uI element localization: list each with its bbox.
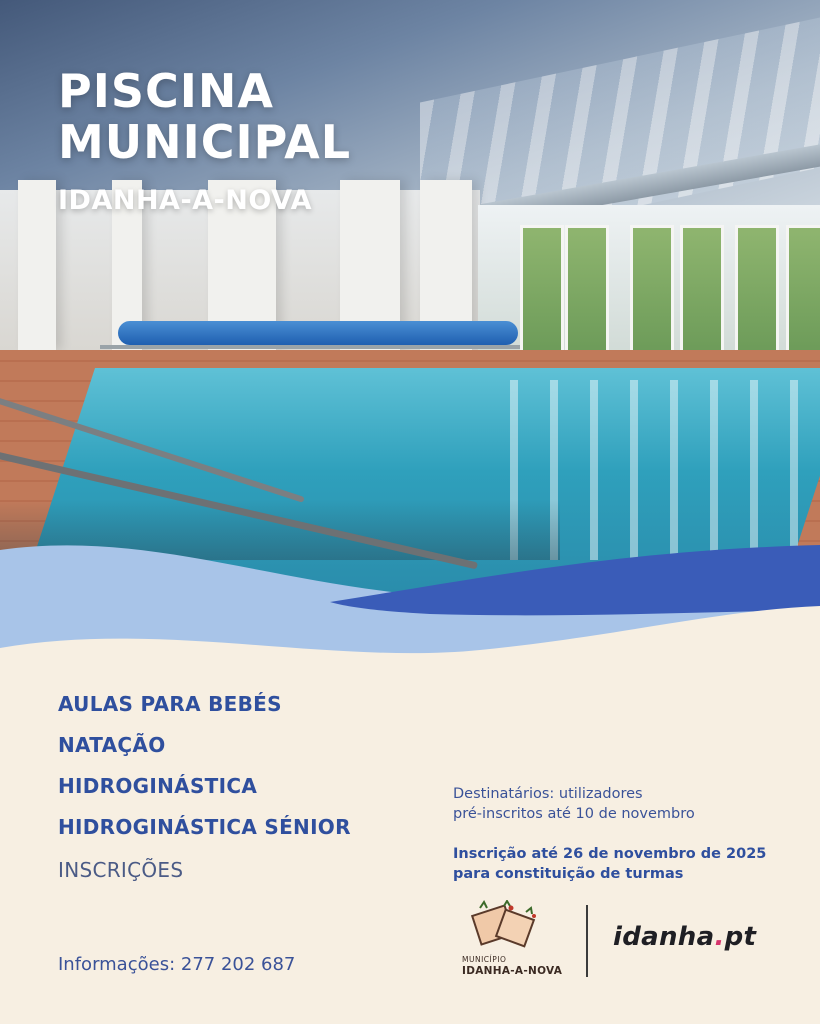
deadline-line-1: Inscrição até 26 de novembro de 2025	[453, 846, 767, 862]
location-subtitle: IDANHA-A-NOVA	[58, 185, 313, 216]
deadline-note	[453, 844, 766, 884]
municipality-name: IDANHA-A-NOVA	[462, 965, 563, 977]
course-item: HIDROGINÁSTICA SÉNIOR	[58, 815, 351, 839]
window	[520, 225, 564, 361]
logo-divider	[586, 905, 588, 977]
course-item: NATAÇÃO	[58, 733, 166, 757]
window	[680, 225, 724, 361]
registrations-label: INSCRIÇÕES	[58, 858, 184, 882]
window	[565, 225, 609, 361]
audience-note	[453, 784, 695, 824]
wave-dark	[330, 545, 820, 615]
cover-frame	[100, 345, 520, 349]
website-tld: pt	[724, 922, 757, 952]
wall-column	[18, 180, 56, 350]
website-dot: .	[714, 922, 725, 952]
website-name: idanha	[613, 922, 715, 952]
deadline-line-2: para constituição de turmas	[453, 866, 684, 882]
title-line-1: PISCINA	[58, 64, 274, 118]
course-item: HIDROGINÁSTICA	[58, 774, 258, 798]
audience-line-1: Destinatários: utilizadores	[453, 786, 643, 802]
municipality-emblem-icon	[466, 900, 550, 954]
page-title	[58, 66, 351, 168]
course-list	[58, 688, 351, 852]
decorative-waves	[0, 540, 820, 670]
contact-info: Informações: 277 202 687	[58, 954, 296, 975]
window	[630, 225, 674, 361]
audience-line-2: pré-inscritos até 10 de novembro	[453, 806, 695, 822]
course-item: AULAS PARA BEBÉS	[58, 692, 282, 716]
municipality-logo	[462, 900, 572, 980]
title-line-2: MUNICIPAL	[58, 115, 352, 169]
website-logo[interactable]	[613, 922, 756, 952]
municipality-label: MUNICÍPIO	[462, 955, 507, 964]
window	[786, 225, 820, 361]
window	[735, 225, 779, 361]
pool-cover-roll	[118, 321, 518, 345]
